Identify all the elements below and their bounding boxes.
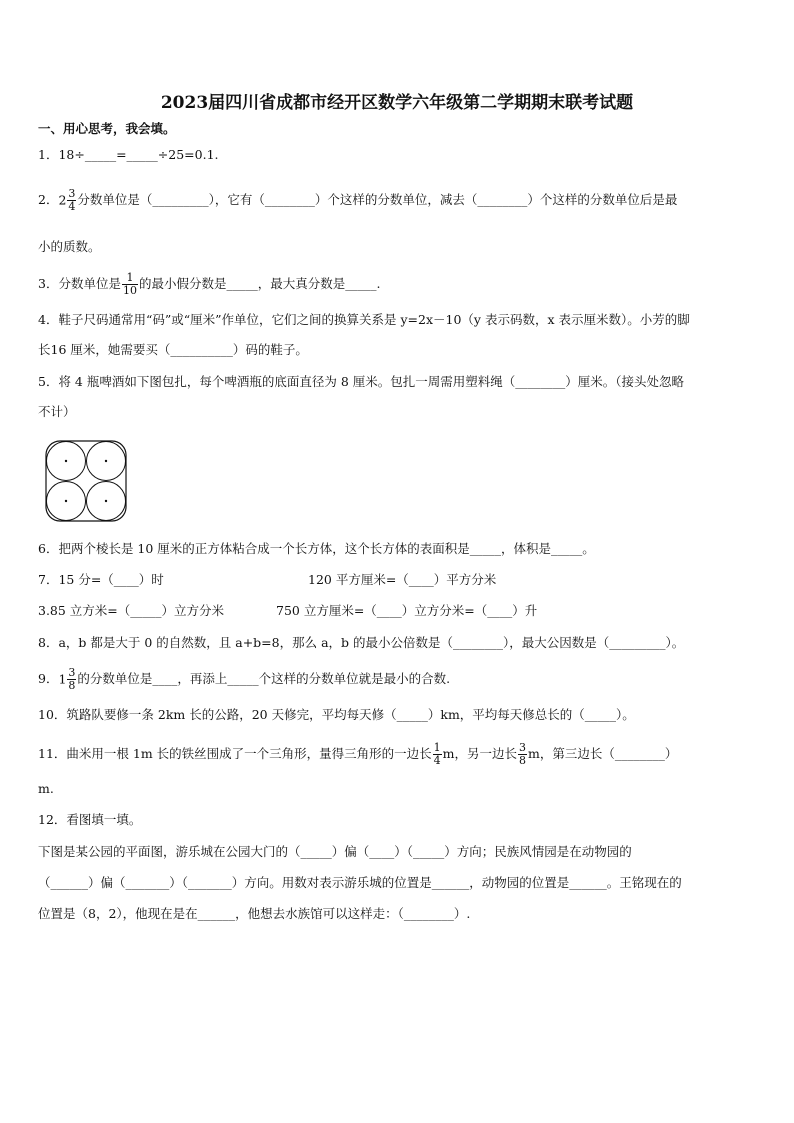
- question-9: 9．1 $\frac{3}{8}$ 的分数单位是____，再添上_____个这样的分数单位就是最小的合数.: [38, 666, 451, 692]
- question-8: 8．a，b 都是大于 0 的自然数，且 a+b=8，那么 a，b 的最小公倍数是（________），最大公因数是（_________）。: [38, 635, 685, 650]
- section-heading: 一、用心思考，我会填。: [38, 121, 176, 136]
- fraction: $\frac{1}{4}$: [433, 741, 441, 767]
- center-dot: [105, 460, 107, 462]
- question-11: 11．曲米用一根 1m 长的铁丝围成了一个三角形，量得三角形的一边长 $\frac{1}{4}$ m，另一边长 $\frac{3}{8}$ m，第三边长（________）: [38, 741, 678, 767]
- page-title: 2023届四川省成都市经开区数学六年级第二学期期末联考试题: [160, 93, 634, 113]
- question-2: [38, 188, 677, 213]
- question-12-line1: 下图是某公园的平面图，游乐城在公园大门的（_____）偏（____）（_____）方向；民族风情园是在动物园的: [38, 844, 632, 859]
- question-5-line2: 不计）: [38, 404, 76, 419]
- question-12-line3: 位置是（8，2），他现在是在______，他想去水族馆可以这样走：（________）.: [38, 906, 471, 921]
- question-12: 12．看图填一填。: [38, 812, 142, 827]
- fraction: $\frac{1}{10}$: [122, 271, 137, 297]
- string-outline: [46, 441, 126, 521]
- question-7a: 7．15 分=（____）时: [38, 572, 164, 587]
- center-dot: [65, 500, 67, 502]
- question-4-line2: 长16 厘米，她需要买（__________）码的鞋子。: [38, 342, 308, 357]
- question-7c: 3.85 立方米=（_____）立方分米: [38, 603, 225, 618]
- fraction: $\frac{3}{4}$: [68, 187, 76, 213]
- question-7d: 750 立方厘米=（____）立方分米=（____）升: [276, 603, 538, 618]
- question-11-cont: m.: [38, 781, 54, 796]
- question-1: 1．18÷_____=_____÷25=0.1.: [38, 147, 219, 162]
- fraction: $\frac{3}{8}$: [519, 741, 527, 767]
- question-7b: 120 平方厘米=（____）平方分米: [308, 572, 497, 587]
- mixed-whole: 2: [58, 192, 67, 208]
- question-12-line2: （______）偏（_______）（_______）方向。用数对表示游乐城的位置是______，动物园的位置是______。王铭现在的: [38, 875, 682, 890]
- center-dot: [105, 500, 107, 502]
- bottles-figure: [45, 440, 127, 522]
- fraction: $\frac{3}{8}$: [68, 666, 76, 692]
- question-3: 3．分数单位是 $\frac{1}{10}$ 的最小假分数是_____，最大真分数是_____.: [38, 271, 381, 297]
- question-6: 6．把两个棱长是 10 厘米的正方体粘合成一个长方体，这个长方体的表面积是_____，体积是_____。: [38, 541, 595, 556]
- question-10: 10．筑路队要修一条 2km 长的公路，20 天修完，平均每天修（_____）km，平均每天修总长的（_____）。: [38, 707, 635, 722]
- question-2-cont: 小的质数。: [38, 239, 101, 254]
- question-text: 分数单位是（_________），它有（________）个这样的分数单位，减去（________）个这样的分数单位后是最: [77, 192, 678, 207]
- question-5-line1: 5．将 4 瓶啤酒如下图包扎，每个啤酒瓶的底面直径为 8 厘米。包扎一周需用塑料绳（________）厘米。（接头处忽略: [38, 374, 685, 389]
- question-number: 2．: [38, 192, 59, 207]
- center-dot: [65, 460, 67, 462]
- question-4-line1: 4．鞋子尺码通常用“码”或“厘米”作单位，它们之间的换算关系是 y=2x－10（y 表示码数，x 表示厘米数）。小芳的脚: [38, 312, 690, 327]
